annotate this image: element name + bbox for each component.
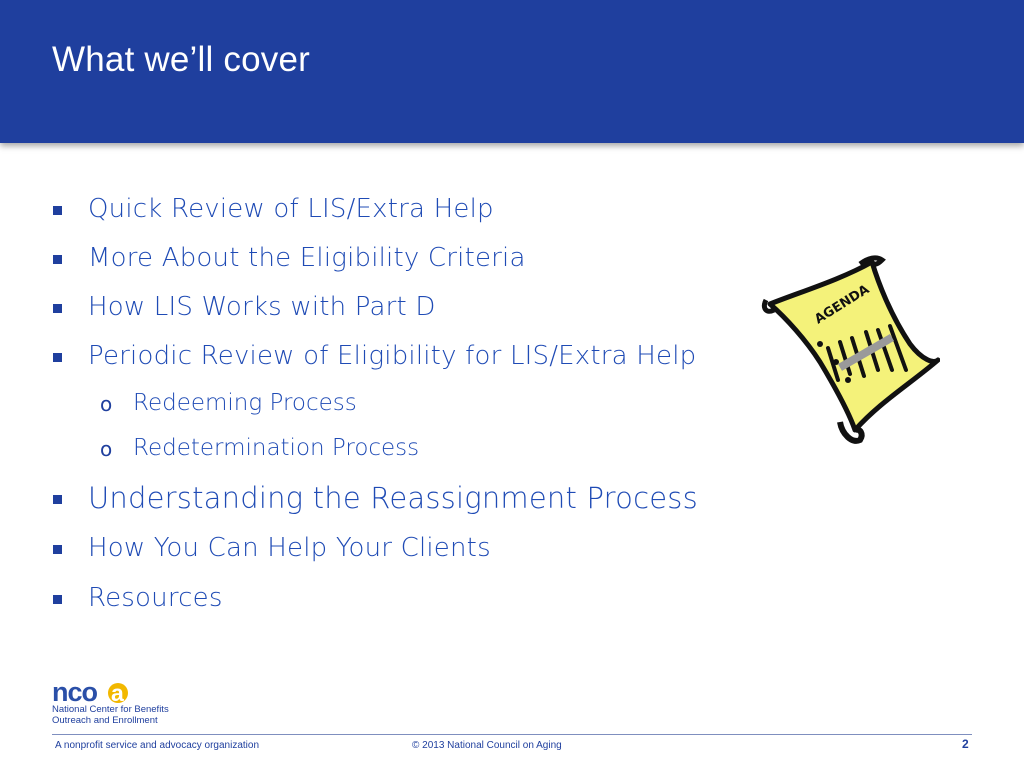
agenda-label: AGENDA [812,282,873,328]
bullet-square-icon [53,255,62,264]
bullet-text: Understanding the Reassignment Process [88,481,698,515]
ncoa-wordmark [52,678,169,704]
bullet-square-icon [53,495,62,504]
bullet-square-icon [53,304,62,313]
sub-bullet-text: Redetermination Process [133,435,420,461]
sub-bullet-text: Redeeming Process [133,390,357,416]
bullet-item [88,533,491,563]
logo-subtitle-line2: Outreach and Enrollment [52,715,158,726]
bullet-text: More About the Eligibility Criteria [88,243,526,273]
footer-divider [52,734,972,735]
logo-subtitle-line1: National Center for Benefits [52,704,169,715]
bullet-text: How You Can Help Your Clients [88,533,491,563]
bullet-square-icon [53,353,62,362]
sub-bullet-item [100,435,420,461]
bullet-text: Periodic Review of Eligibility for LIS/Extra Help [88,341,697,371]
agenda-svg [760,252,940,447]
bullet-square-icon [53,206,62,215]
bullet-item [88,583,223,613]
bullet-square-icon [53,595,62,604]
bullet-text: How LIS Works with Part D [88,292,436,322]
bullet-item [88,341,696,371]
svg-text:a: a [111,680,124,704]
bullet-item [88,481,698,515]
circle-bullet-icon: o [100,392,113,416]
slide-title: What we’ll cover [52,40,310,79]
svg-text:nco: nco [52,680,98,704]
agenda-scroll-icon [760,252,940,447]
bullet-item [88,292,436,322]
bullet-item [88,243,526,273]
sub-bullet-item [100,390,357,416]
page-number: 2 [962,737,969,751]
bullet-square-icon [53,545,62,554]
circle-bullet-icon: o [100,437,113,461]
bullet-text: Resources [88,583,223,613]
bullet-item [88,194,494,224]
footer-tagline: A nonprofit service and advocacy organization [55,740,260,751]
ncoa-logo [52,678,169,726]
bullet-text: Quick Review of LIS/Extra Help [88,194,494,224]
ncoa-wordmark-graphic [52,680,130,704]
footer-copyright: © 2013 National Council on Aging [412,740,562,751]
